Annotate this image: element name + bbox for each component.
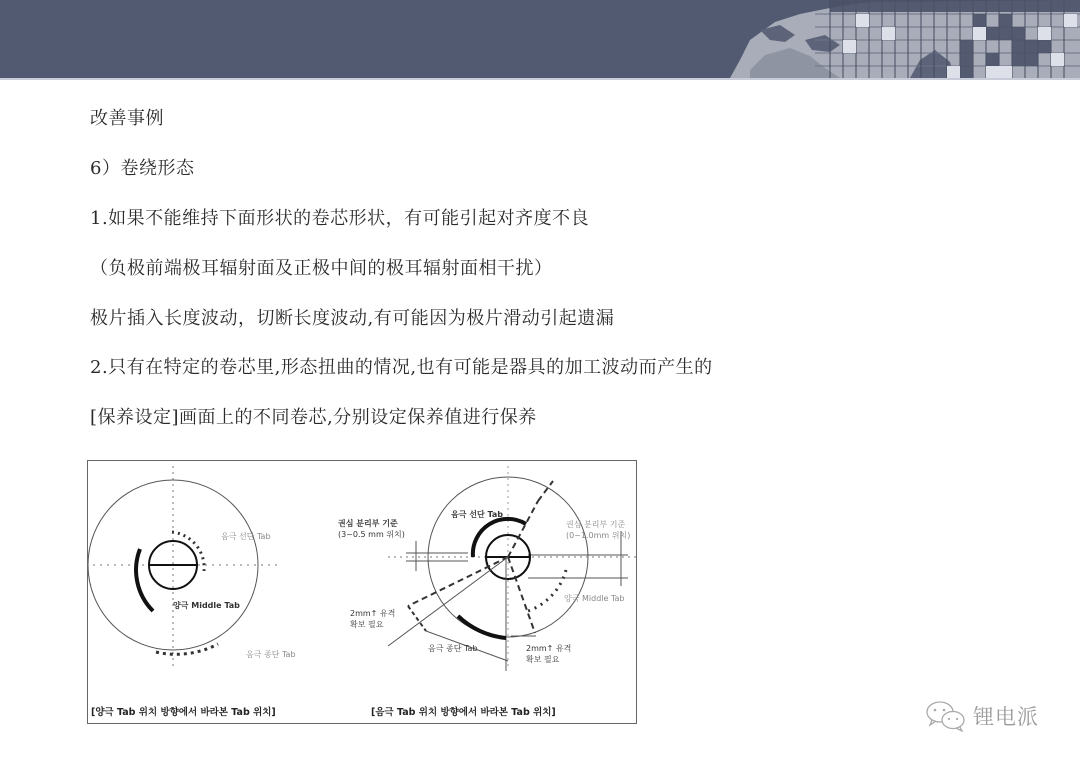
page-title: 改善事例 bbox=[90, 108, 164, 129]
text-line-3: 极片插入长度波动，切断长度波动,有可能因为极片滑动引起遗漏 bbox=[90, 308, 615, 329]
left-label-end-tab: 음극 종단 Tab bbox=[246, 650, 296, 659]
right-label-margin-right: 2mm↑ 유격 bbox=[526, 644, 572, 653]
text-line-2: （负极前端极耳辐射面及正极中间的极耳辐射面相干扰） bbox=[90, 258, 553, 279]
right-label-margin-right-2: 확보 필요 bbox=[526, 655, 560, 664]
watermark bbox=[925, 700, 1039, 732]
world-map-grid-decoration bbox=[730, 0, 1080, 78]
right-label-right-ref-range: (0~1.0mm 위치) bbox=[566, 531, 631, 540]
wechat-icon bbox=[925, 700, 967, 732]
watermark-text: 锂电派 bbox=[973, 705, 1039, 729]
right-label-end-tab: 음극 종단 Tab bbox=[428, 644, 478, 653]
left-label-middle-tab: 양극 Middle Tab bbox=[173, 601, 240, 610]
header-banner bbox=[0, 0, 1080, 80]
right-label-left-ref-range: (3~0.5 mm 위치) bbox=[338, 530, 405, 539]
right-label-middle-tab: 양극 Middle Tab bbox=[564, 594, 625, 603]
section-heading: 6）卷绕形态 bbox=[90, 158, 195, 179]
right-label-left-ref: 권심 분리부 기준 bbox=[338, 519, 398, 528]
winding-tab-position-figure bbox=[87, 460, 637, 724]
left-diagram bbox=[88, 466, 296, 718]
right-label-margin-left-2: 확보 필요 bbox=[350, 620, 384, 629]
right-label-right-ref: 권심 분리부 기준 bbox=[566, 520, 626, 529]
right-label-margin-left: 2mm↑ 유격 bbox=[350, 609, 396, 618]
text-line-1: 1.如果不能维持下面形状的卷芯形状，有可能引起对齐度不良 bbox=[90, 208, 590, 229]
text-line-5: [保养设定]画面上的不同卷芯,分别设定保养值进行保养 bbox=[90, 407, 537, 428]
left-label-top-tab: 음극 선단 Tab bbox=[221, 532, 271, 541]
left-caption: [양극 Tab 위치 방향에서 바라본 Tab 위치] bbox=[91, 707, 276, 718]
right-diagram bbox=[338, 466, 636, 718]
right-caption: [음극 Tab 위치 방향에서 바라본 Tab 위치] bbox=[371, 707, 556, 718]
text-line-4: 2.只有在特定的卷芯里,形态扭曲的情况,也有可能是器具的加工波动而产生的 bbox=[90, 357, 713, 378]
right-label-top-tab: 음극 선단 Tab bbox=[451, 510, 504, 519]
